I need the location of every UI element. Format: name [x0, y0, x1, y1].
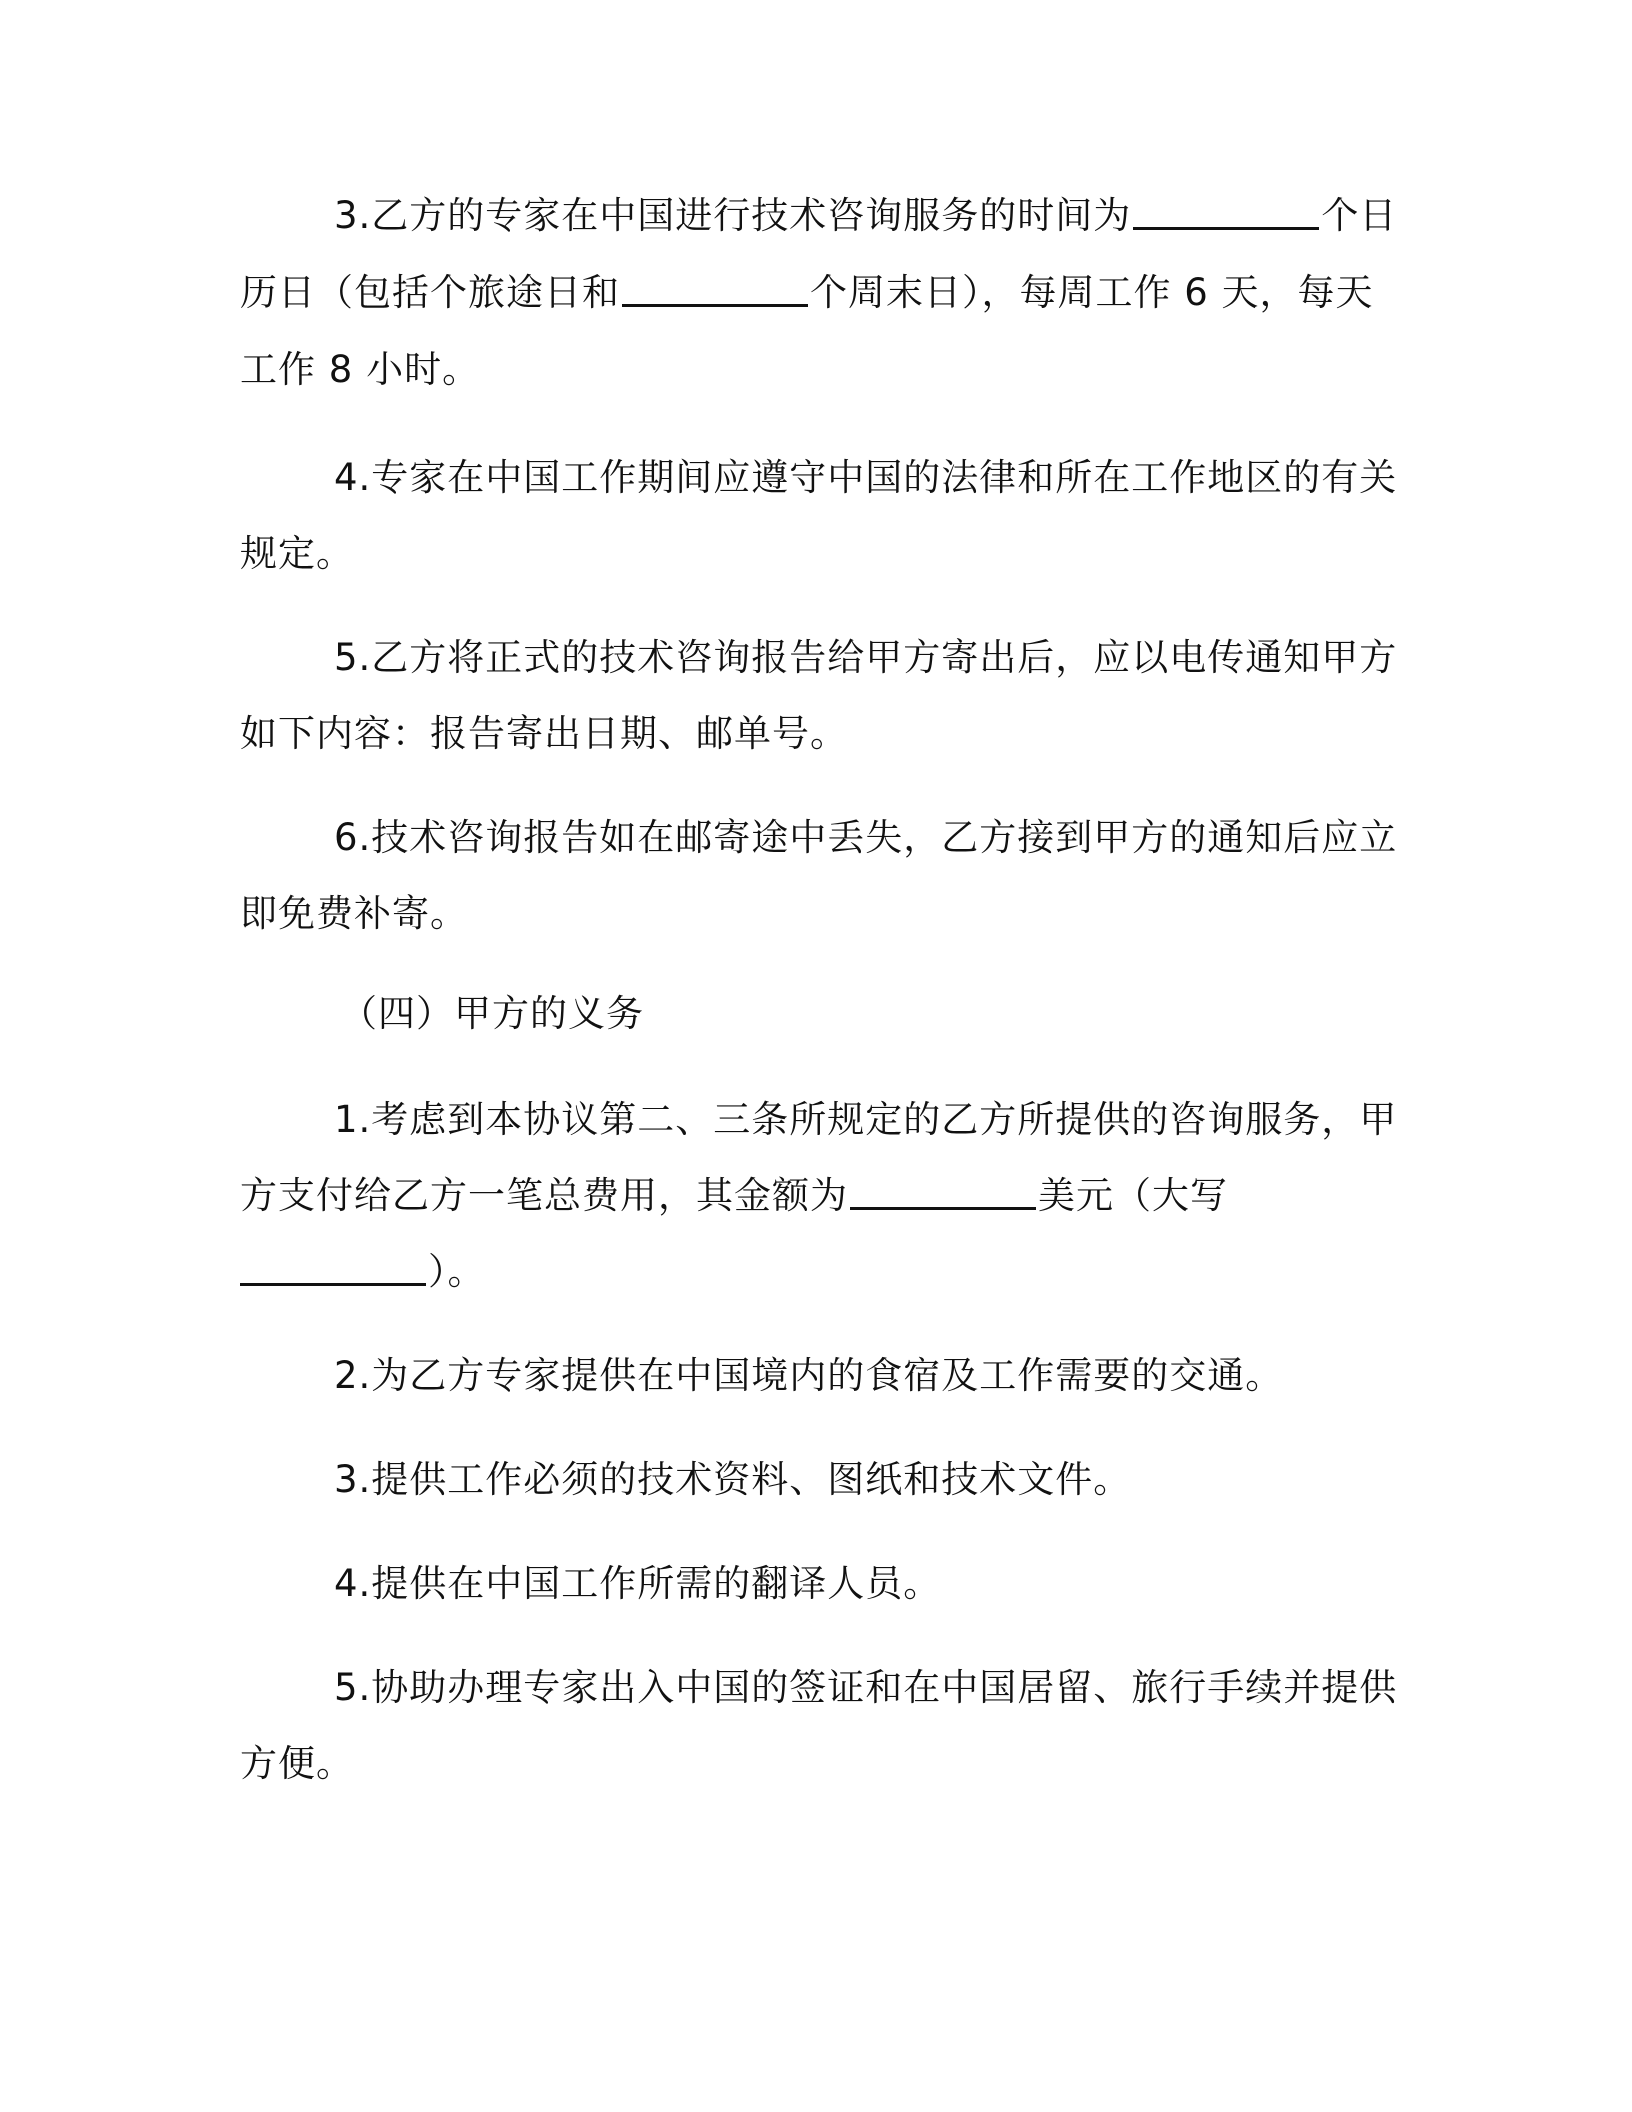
paragraph-line: [334, 190, 1398, 242]
paragraph-line: 5.乙方将正式的技术咨询报告给甲方寄出后，应以电传通知甲方: [334, 636, 1398, 679]
line-text: 个周末日），每周工作 6 天，每天: [810, 271, 1374, 314]
paragraph-line: 1.考虑到本协议第二、三条所规定的乙方所提供的咨询服务，甲: [334, 1098, 1398, 1141]
line-text: 方支付给乙方一笔总费用，其金额为: [240, 1174, 848, 1217]
fill-blank: [622, 272, 808, 307]
fill-blank: [240, 1251, 426, 1286]
fill-blank: [1133, 195, 1319, 230]
paragraph-line: 规定。: [240, 532, 354, 575]
section-heading: （四）甲方的义务: [340, 992, 644, 1035]
paragraph-line: 4.提供在中国工作所需的翻译人员。: [334, 1562, 942, 1605]
paragraph-line: 4.专家在中国工作期间应遵守中国的法律和所在工作地区的有关: [334, 456, 1398, 499]
line-text: 3.乙方的专家在中国进行技术咨询服务的时间为: [334, 194, 1132, 237]
paragraph-line: 6.技术咨询报告如在邮寄途中丢失，乙方接到甲方的通知后应立: [334, 816, 1398, 859]
paragraph-line: [240, 1246, 1380, 1298]
paragraph-line: 5.协助办理专家出入中国的签证和在中国居留、旅行手续并提供: [334, 1666, 1398, 1709]
paragraph-line: 如下内容：报告寄出日期、邮单号。: [240, 712, 848, 755]
line-text: 美元（大写: [1038, 1174, 1228, 1217]
paragraph-line: 3.提供工作必须的技术资料、图纸和技术文件。: [334, 1458, 1132, 1501]
paragraph-line: 即免费补寄。: [240, 892, 468, 935]
paragraph-line: [240, 1170, 1380, 1222]
fill-blank: [850, 1175, 1036, 1210]
line-text: ）。: [428, 1250, 486, 1293]
line-text: 历日（包括个旅途日和: [240, 271, 620, 314]
paragraph-line: 工作 8 小时。: [240, 348, 481, 391]
paragraph-line: [240, 267, 1380, 319]
paragraph-line: 方便。: [240, 1742, 354, 1785]
paragraph-line: 2.为乙方专家提供在中国境内的食宿及工作需要的交通。: [334, 1354, 1284, 1397]
line-text: 个日: [1321, 194, 1398, 237]
